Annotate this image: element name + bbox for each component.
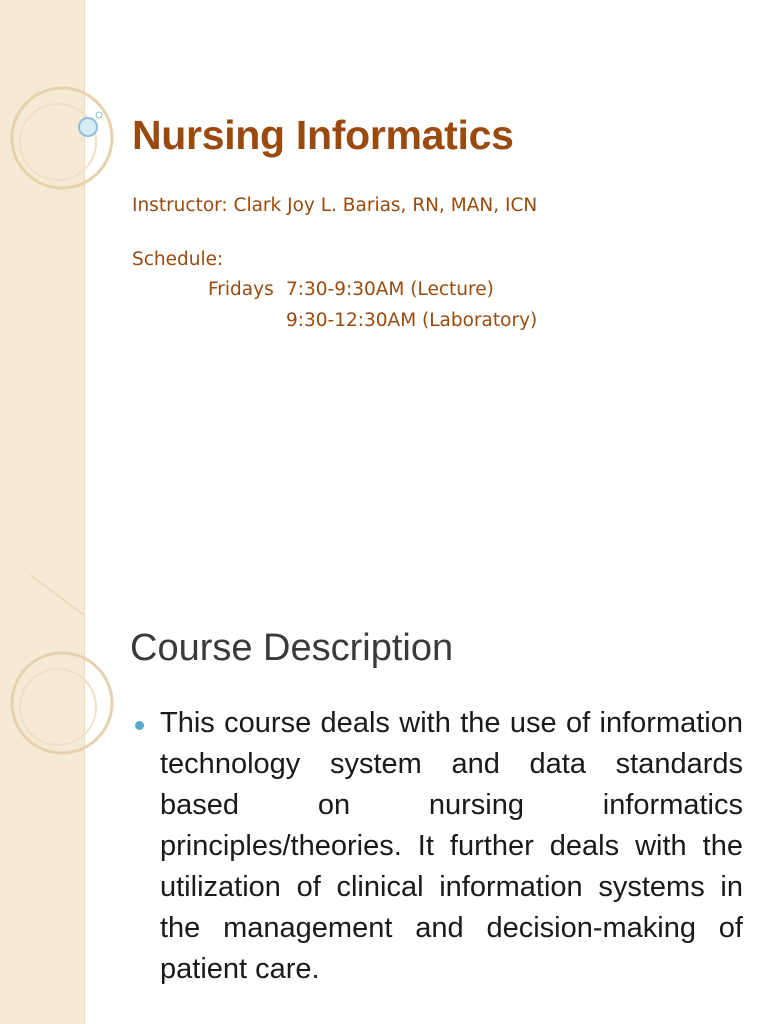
- schedule-lab: 9:30-12:30AM (Laboratory): [286, 310, 538, 331]
- schedule-label: Schedule:: [132, 249, 224, 270]
- circle-decoration-icon: [0, 575, 140, 795]
- instructor-text: Instructor: Clark Joy L. Barias, RN, MAN, ICN: [132, 195, 538, 216]
- bullet-icon: [135, 721, 144, 730]
- slide-course-description: [0, 575, 768, 1024]
- schedule-lecture: 7:30-9:30AM (Lecture): [286, 279, 494, 300]
- course-description-text: This course deals with the use of information technology system and data standards based on nursing informatics principles/theories. It further deals with the utilization of clinical information systems in the management and decision-making of patient care.: [160, 707, 743, 985]
- circle-decoration-icon: [0, 0, 140, 260]
- schedule-day: Fridays: [208, 279, 274, 300]
- section-heading: Course Description: [130, 627, 454, 669]
- page-title: Nursing Informatics: [132, 112, 514, 158]
